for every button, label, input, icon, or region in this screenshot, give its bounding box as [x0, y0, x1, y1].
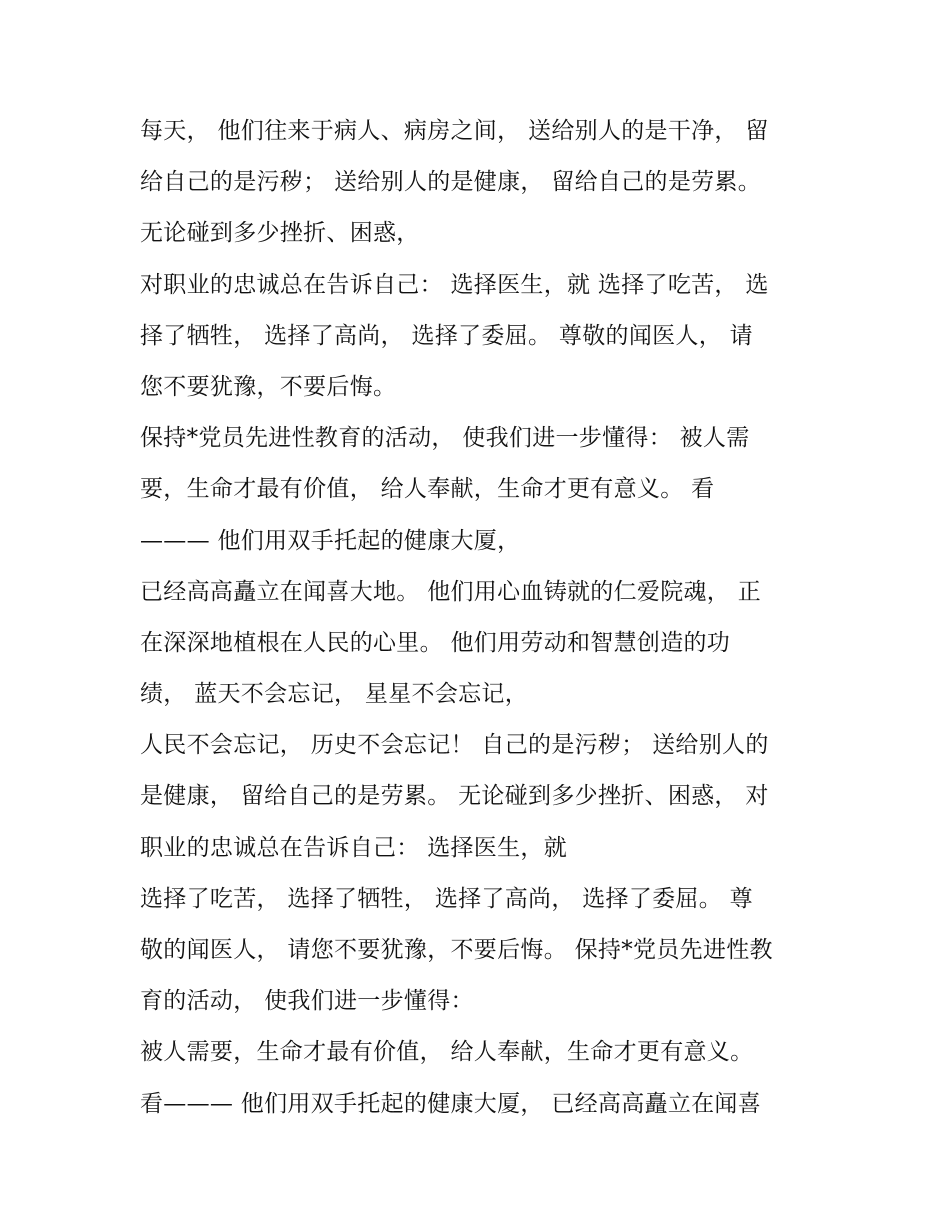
text-line: 选择了吃苦， 选择了牺牲， 选择了高尚， 选择了委屈。 尊: [140, 885, 753, 912]
text-line: 无论碰到多少挫折、困惑，: [140, 220, 420, 247]
text-line: 已经高高矗立在闻喜大地。 他们用心血铸就的仁爱院魂， 正: [140, 578, 762, 605]
text-line: 人民不会忘记， 历史不会忘记！ 自己的是污秽； 送给别人的: [140, 732, 769, 759]
document-body: [140, 106, 820, 1130]
text-line: 要，生命才最有价值， 给人奉献，生命才更有意义。 看: [140, 476, 715, 503]
text-line: 给自己的是污秽； 送给别人的是健康， 留给自己的是劳累。: [140, 169, 762, 196]
text-line: 育的活动， 使我们进一步懂得：: [140, 988, 474, 1015]
text-line: 在深深地植根在人民的心里。 他们用劳动和智慧创造的功: [140, 629, 731, 656]
text-line: 是健康， 留给自己的是劳累。 无论碰到多少挫折、困惑， 对: [140, 783, 769, 810]
text-line: 被人需要，生命才最有价值， 给人奉献，生命才更有意义。: [140, 1039, 754, 1066]
text-line: 对职业的忠诚总在告诉自己： 选择医生，就 选择了吃苦， 选: [140, 271, 769, 298]
text-line: 择了牺牲， 选择了高尚， 选择了委屈。 尊敬的闻医人， 请: [140, 322, 753, 349]
text-line: 保持*党员先进性教育的活动， 使我们进一步懂得： 被人需: [140, 425, 750, 452]
text-line: 看——— 他们用双手托起的健康大厦， 已经高高矗立在闻喜: [140, 1090, 762, 1117]
text-line: 每天， 他们往来于病人、病房之间， 送给别人的是干净， 留: [140, 118, 769, 144]
text-line: 职业的忠诚总在告诉自己： 选择医生，就: [140, 834, 568, 861]
text-line: 绩， 蓝天不会忘记， 星星不会忘记，: [140, 681, 529, 708]
text-line: 您不要犹豫，不要后悔。: [140, 373, 397, 400]
text-line: 敬的闻医人， 请您不要犹豫，不要后悔。 保持*党员先进性教: [140, 937, 773, 963]
text-line: ——— 他们用双手托起的健康大厦，: [140, 527, 521, 554]
